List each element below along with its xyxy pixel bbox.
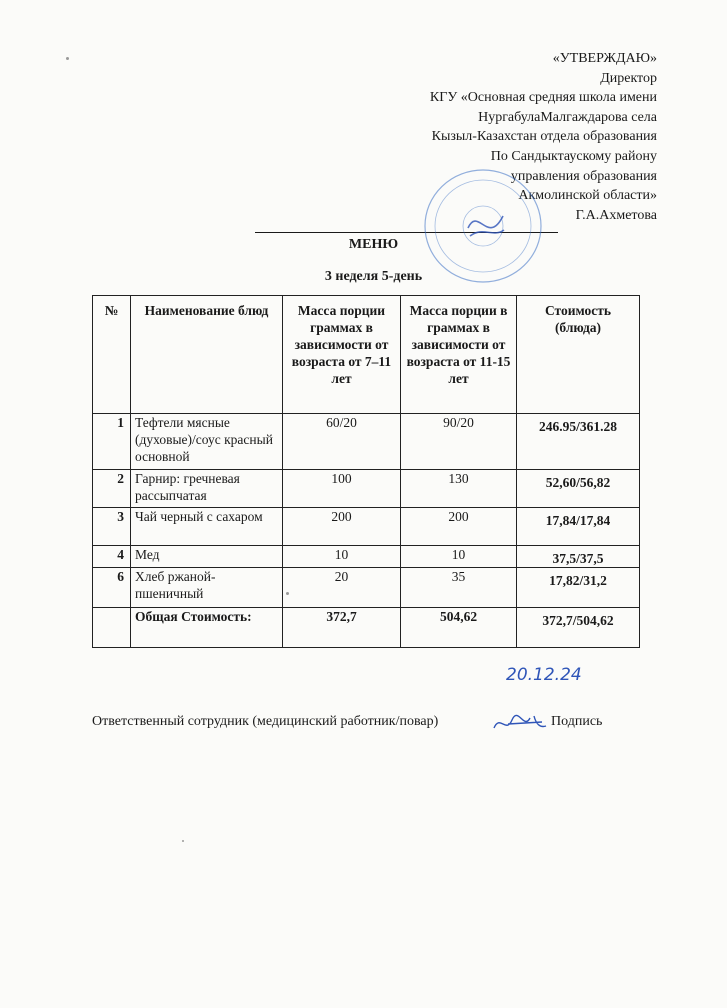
approval-line: управления образования: [510, 168, 657, 184]
table-row: [93, 508, 640, 546]
table-header-row: [93, 296, 640, 414]
signature-icon: [490, 710, 550, 736]
row-mass-11-15: 35: [401, 568, 517, 608]
header-mass-11-15: Масса порции в граммах в зависимости от возраста от 11-15 лет: [401, 296, 517, 414]
row-mass-7-11: 200: [283, 508, 401, 546]
table-row: [93, 568, 640, 608]
total-mass-11-15: 504,62: [401, 608, 517, 648]
row-num: 3: [93, 508, 131, 546]
menu-table: [92, 295, 640, 648]
row-cost: 17,84/17,84: [517, 508, 640, 546]
row-mass-7-11: 100: [283, 470, 401, 508]
row-mass-7-11: 60/20: [283, 414, 401, 470]
row-name: Чай черный с сахаром: [131, 508, 283, 546]
row-cost: 17,82/31,2: [517, 568, 640, 608]
header-name: Наименование блюд: [131, 296, 283, 414]
header-cost: Стоимость (блюда): [517, 296, 640, 414]
approval-line: КГУ «Основная средняя школа имени: [429, 90, 657, 106]
table-row: [93, 546, 640, 568]
approval-line: НургабулаМалгаждарова села: [478, 109, 657, 125]
row-name: Хлеб ржаной-пшеничный: [131, 568, 283, 608]
row-name: Мед: [131, 546, 283, 568]
scan-speck: [66, 57, 69, 60]
table-total-row: [93, 608, 640, 648]
page-subtitle: 3 неделя 5-день: [324, 269, 423, 284]
row-mass-11-15: 130: [401, 470, 517, 508]
signature-line: [255, 232, 558, 233]
row-name: Тефтели мясные (духовые)/соус красный основной: [131, 414, 283, 470]
row-mass-7-11: 20: [283, 568, 401, 608]
table-row: [93, 470, 640, 508]
row-num: 2: [93, 470, 131, 508]
row-cost: 52,60/56,82: [517, 470, 640, 508]
total-empty-cell: [93, 608, 131, 648]
approval-signatory: Г.А.Ахметова: [575, 207, 657, 223]
approval-line: По Сандыктаускому району: [490, 148, 657, 164]
row-num: 1: [93, 414, 131, 470]
row-num: 6: [93, 568, 131, 608]
row-mass-11-15: 200: [401, 508, 517, 546]
header-mass-7-11: Масса порции граммах в зависимости от возраста от 7–11 лет: [283, 296, 401, 414]
row-cost: 246.95/361.28: [517, 414, 640, 470]
approval-line: Акмолинской области»: [518, 188, 657, 204]
approval-heading: «УТВЕРЖДАЮ»: [552, 51, 657, 66]
table-row: [93, 414, 640, 470]
scan-speck: [182, 840, 184, 842]
handwritten-date-text: 20.12.24: [506, 665, 582, 685]
row-num: 4: [93, 546, 131, 568]
scan-speck: [286, 592, 289, 595]
row-mass-7-11: 10: [283, 546, 401, 568]
row-mass-11-15: 10: [401, 546, 517, 568]
approval-line: Кызыл-Казахстан отдела образования: [431, 129, 657, 145]
footer-responsible: Ответственный сотрудник (медицинский работник/повар): [92, 714, 439, 729]
total-mass-7-11: 372,7: [283, 608, 401, 648]
total-label: Общая Стоимость:: [131, 608, 283, 648]
page-title: МЕНЮ: [348, 237, 399, 252]
approval-line: Директор: [600, 70, 657, 86]
handwritten-date: [502, 662, 622, 686]
row-cost: 37,5/37,5: [517, 546, 640, 568]
footer-signature-label: Подпись: [551, 714, 603, 729]
row-name: Гарнир: гречневая рассыпчатая: [131, 470, 283, 508]
row-mass-11-15: 90/20: [401, 414, 517, 470]
header-num: №: [93, 296, 131, 414]
approval-block: [327, 49, 657, 225]
total-cost: 372,7/504,62: [517, 608, 640, 648]
